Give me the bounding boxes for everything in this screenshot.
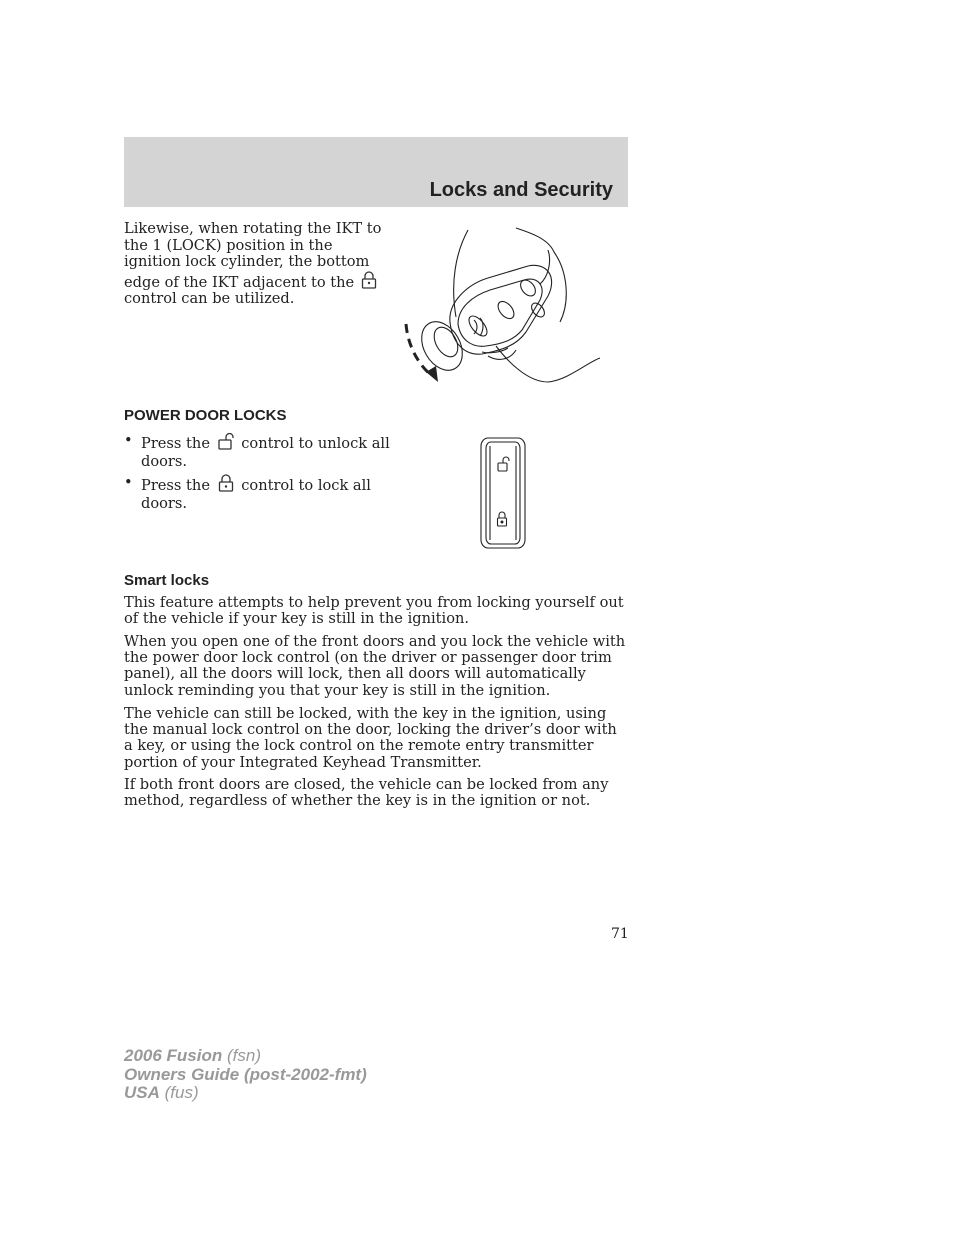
bullet-text: Press the control to lock all doors. xyxy=(141,474,396,512)
intro-line: edge of the IKT adjacent to the xyxy=(124,271,381,292)
footer-line-2: Owners Guide (post-2002-fmt) xyxy=(124,1064,367,1084)
bullet-lock xyxy=(124,474,394,510)
section-title: Locks and Security xyxy=(429,179,613,201)
smart-locks-paragraph-2: When you open one of the front doors and you lock the vehicle with the power door lock control (on the driver or passenger door trim panel), all the doors will lock, then all doors will automatically unlock reminding you that your key is still in the ignition. xyxy=(124,633,626,699)
document-footer xyxy=(124,1047,367,1103)
key-in-ignition-illustration xyxy=(398,222,604,386)
page-number: 71 xyxy=(611,926,629,942)
bullet-dot: • xyxy=(124,474,133,491)
section-header-band xyxy=(124,137,628,207)
smart-locks-paragraph-3: The vehicle can still be locked, with the key in the ignition, using the manual lock control on the door, locking the driver’s door with a key, or using the lock control on the remote entry transmitter portion of your Integrated Keyhead Transmitter. xyxy=(124,705,617,771)
intro-line: ignition lock cylinder, the bottom xyxy=(124,253,370,271)
footer-line-3: USA (fus) xyxy=(124,1083,199,1102)
power-door-locks-heading: POWER DOOR LOCKS xyxy=(124,407,287,424)
intro-line: Likewise, when rotating the IKT to xyxy=(124,220,382,237)
intro-paragraph xyxy=(124,221,381,308)
smart-locks-paragraph-4: If both front doors are closed, the vehicle can be locked from any method, regardless of whether the key is in the ignition or not. xyxy=(124,776,609,810)
smart-locks-heading: Smart locks xyxy=(124,572,210,589)
bullet-dot: • xyxy=(124,432,133,449)
bullet-unlock xyxy=(124,432,394,468)
lock-icon xyxy=(217,474,235,492)
intro-line: control can be utilized. xyxy=(124,290,295,308)
door-lock-switch-illustration xyxy=(478,436,528,550)
unlock-icon xyxy=(217,432,235,450)
bullet-text: Press the control to unlock all doors. xyxy=(141,432,396,470)
intro-line: the 1 (LOCK) position in the xyxy=(124,236,333,254)
footer-line-1: 2006 Fusion (fsn) xyxy=(124,1046,261,1065)
lock-icon xyxy=(361,271,377,289)
smart-locks-paragraph-1: This feature attempts to help prevent you from locking yourself out of the vehicle if your key is still in the ignition. xyxy=(124,594,624,628)
